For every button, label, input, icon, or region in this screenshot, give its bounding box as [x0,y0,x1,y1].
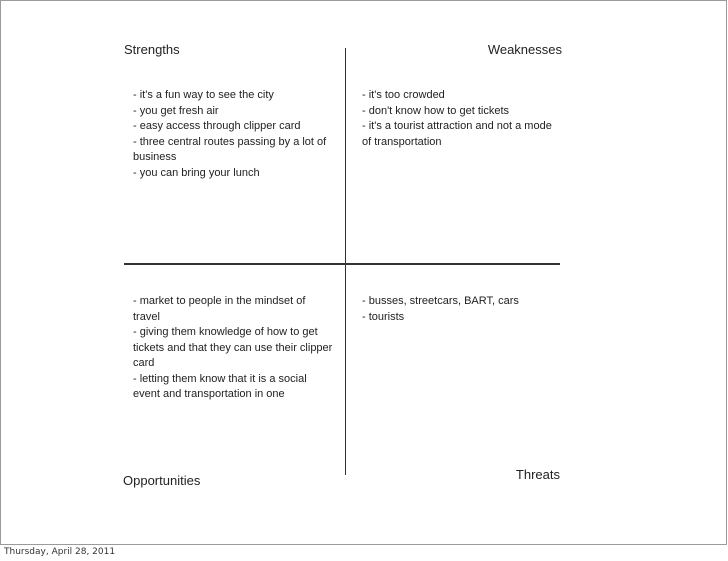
strengths-item: - you get fresh air [133,104,219,117]
threats-item: - busses, streetcars, BART, cars [362,295,519,307]
footer [0,545,728,561]
strengths-item: - easy access through clipper card [133,120,301,132]
strengths-list [133,88,333,181]
strengths-item: - you can bring your lunch [133,166,260,179]
weaknesses-item: - it's too crowded [362,89,445,101]
weaknesses-title: Weaknesses [487,42,562,57]
opportunities-title: Opportunities [123,473,201,488]
strengths-item: - it's a fun way to see the city [133,89,274,101]
strengths-item: - three central routes passing by a lot of business [133,135,327,163]
threats-title: Threats [515,467,560,482]
footer-date: Thursday, April 28, 2011 [4,547,116,557]
threats-item: - tourists [362,310,405,323]
threats-list [362,294,562,325]
opportunities-item: - letting them know that it is a social event and transportation in one [133,372,307,400]
horizontal-axis-divider [124,263,560,265]
opportunities-list [133,294,333,403]
weaknesses-item: - don't know how to get tickets [362,104,510,117]
vertical-axis-divider [345,48,346,475]
opportunities-item: - market to people in the mindset of travel [133,295,306,323]
weaknesses-list [362,88,562,150]
weaknesses-item: - it's a tourist attraction and not a mode of transportation [362,120,552,148]
strengths-title: Strengths [124,42,180,57]
opportunities-item: - giving them knowledge of how to get tickets and that they can use their clipper card [133,326,333,369]
